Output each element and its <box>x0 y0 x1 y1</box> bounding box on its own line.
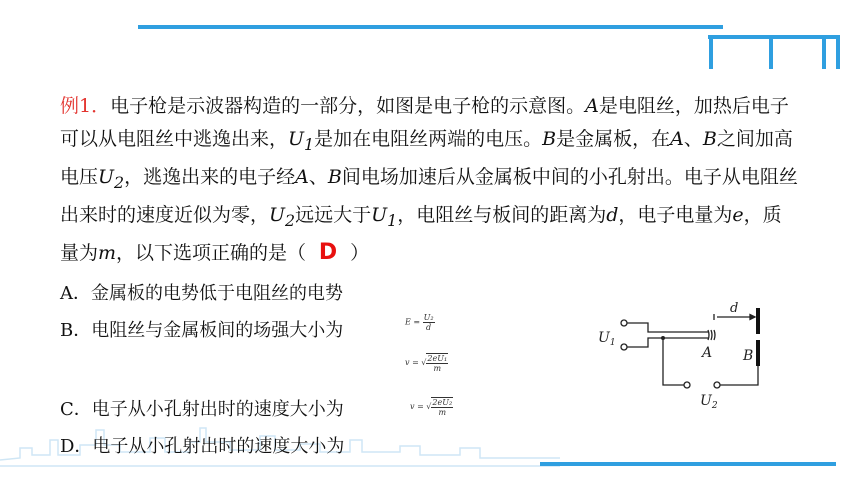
label-d: d <box>730 301 739 316</box>
corner-decor <box>709 35 713 69</box>
label-u2: $U_2$ <box>700 393 718 411</box>
electron-gun-diagram <box>590 290 780 415</box>
option-c[interactable]: C．电子从小孔射出时的速度大小为 <box>60 399 344 420</box>
answer-mark: D <box>318 240 338 266</box>
formula-velocity-u1: v = √ $\frac{\text{2eU₁}}{m}$ <box>405 354 448 373</box>
label-u1: $U_1$ <box>598 330 616 348</box>
question-label: 例1． <box>60 95 111 117</box>
bottom-decor-bar <box>540 462 836 466</box>
option-d[interactable]: D．电子从小孔射出时的速度大小为 <box>60 436 345 457</box>
metal-plate-upper <box>756 308 760 334</box>
top-decor-bar <box>138 25 723 29</box>
question-text: 例1．电子枪是示波器构造的一部分，如图是电子枪的示意图。A是电阻丝，加热后电子可以从电阻丝中逃逸出来，$U_1$是加在电阻丝两端的电压。B是金属板，在A、B之间加高电压$U_2$，逃逸出来的电子经A、B间电场加速后从金属板中间的小孔射出。电子从电阻丝出来时的速度近似为零，$U_2$远远大于$U_1$，电阻丝与板间的距离为d，电子电量为e，质量为m，以下选项正确的是（ D ） <box>60 90 800 270</box>
corner-decor <box>822 35 826 69</box>
option-a[interactable]: A．金属板的电势低于电阻丝的电势 <box>60 283 343 304</box>
corner-decor <box>836 35 840 69</box>
corner-decor <box>708 35 840 39</box>
junction-dot <box>661 336 665 340</box>
formula-velocity-u2: v = √ $\frac{\text{2eU₂}}{m}$ <box>410 398 453 417</box>
corner-decor <box>769 35 773 69</box>
metal-plate-lower <box>756 340 760 366</box>
formula-field-strength: E = $\frac{\text{U₂}}{d}$ <box>405 313 434 332</box>
label-a: A <box>702 345 713 361</box>
option-b[interactable]: B．电阻丝与金属板间的场强大小为 <box>60 320 344 341</box>
label-b: B <box>743 348 754 364</box>
